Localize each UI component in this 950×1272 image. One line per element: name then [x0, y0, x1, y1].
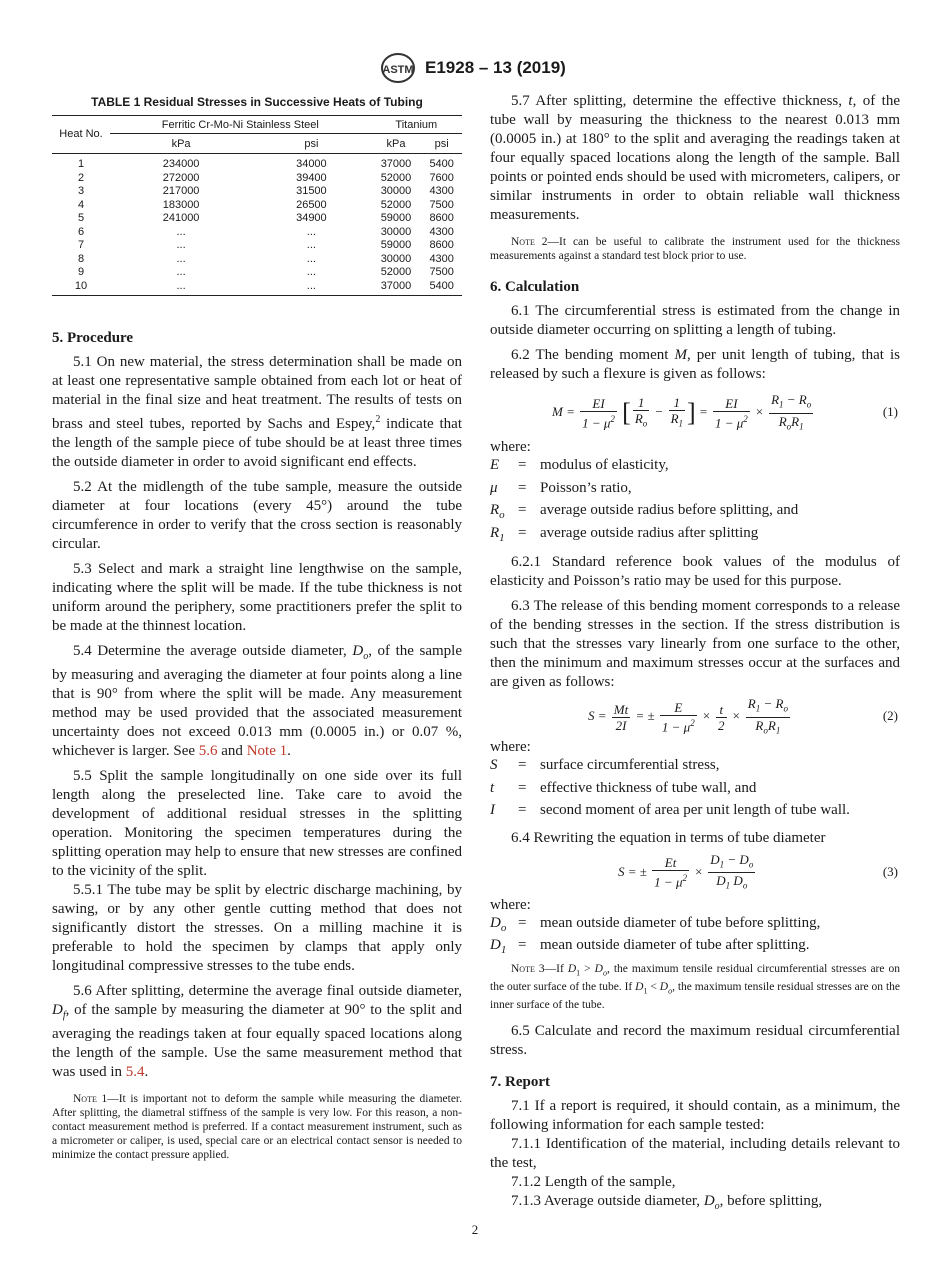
- equation-number: (3): [882, 863, 898, 879]
- table-cell: 34000: [296, 158, 327, 170]
- equals-sign: =: [518, 914, 527, 931]
- definitions-2: [490, 757, 900, 825]
- report-heading: 7. Report: [490, 1074, 550, 1091]
- definition-symbol: I: [490, 802, 495, 818]
- table-cell: 7600: [429, 171, 454, 184]
- table-cell: 59000: [380, 212, 412, 224]
- table-cell: ...: [252, 280, 370, 296]
- page-header: [0, 52, 950, 86]
- left-column: [52, 92, 462, 1162]
- table-cell: 10: [52, 280, 110, 296]
- ref-5-4-link[interactable]: 5.4: [125, 1064, 145, 1080]
- unit-header: kPa: [110, 136, 252, 154]
- table-cell: 1: [77, 158, 85, 170]
- table-cell: ...: [176, 225, 186, 238]
- definition-item: [490, 915, 900, 938]
- table-cell: 183000: [162, 198, 200, 211]
- table-cell: ...: [176, 266, 186, 278]
- svg-text:ASTM: ASTM: [382, 64, 414, 76]
- definition-text: effective thickness of tube wall, and: [540, 779, 757, 796]
- definition-item: [490, 525, 900, 548]
- calculation-heading: 6. Calculation: [490, 279, 580, 295]
- para-5-4: 5.4 Determine the average outside diameter, $D_o$, of the sample by measuring and averaging the diameter at four points along a line that is 90° from where the split will be made. Any measurement method may be used provided that the associated measurement uncertainty does not exceed 0.013 mm (0.0005 in.) or 0.07 %, whichever is larger. See 5.6 and Note 1.: [52, 643, 462, 759]
- definition-item: [490, 502, 900, 525]
- table-row: [52, 199, 462, 213]
- table-cell: 52000: [380, 171, 412, 184]
- definitions-1: [490, 457, 900, 547]
- table-title: TABLE 1 Residual Stresses in Successive Heats of Tubing: [91, 95, 423, 109]
- para-7-1: 7.1 If a report is required, it should contain, as a minimum, the following information for each sample tested:: [490, 1098, 900, 1134]
- table-cell: ...: [176, 239, 186, 251]
- definition-item: [490, 757, 900, 780]
- equals-sign: =: [518, 779, 527, 796]
- table-cell: 4300: [429, 225, 454, 238]
- table-cell: 217000: [162, 185, 200, 197]
- table-cell: ...: [306, 239, 316, 251]
- table-cell: 30000: [380, 225, 412, 238]
- definition-text: modulus of elasticity,: [540, 457, 669, 473]
- definition-item: [490, 937, 900, 960]
- equals-sign: =: [518, 524, 527, 541]
- table-cell: 30000: [380, 252, 412, 265]
- table-row: [52, 226, 462, 240]
- para-7-1-1: 7.1.1 Identification of the material, including details relevant to the test,: [490, 1136, 900, 1172]
- table-row: [52, 280, 462, 296]
- unit-header: kPa: [371, 136, 422, 154]
- table-cell: 5400: [429, 158, 454, 170]
- para-5-2: 5.2 At the midlength of the tube sample, measure the outside diameter at four locations (every 45°) around the tube circumference in order to verify that the cross section is reasonably circular.: [52, 479, 462, 552]
- table-cell: ...: [176, 252, 186, 265]
- equation-3: S = ± $\frac{Et}{1 - \mu^2}$ × $\frac{D_1 - D_o}{D_1 D_o}$ (3): [618, 851, 898, 891]
- definition-symbol: $D_1$: [490, 937, 507, 956]
- table-cell: 37000: [371, 280, 422, 296]
- definition-symbol: S: [490, 757, 498, 773]
- table-cell: 8600: [429, 239, 454, 251]
- para-6-1: 6.1 The circumferential stress is estimated from the change in outside diameter occurring on splitting a length of tubing.: [490, 303, 900, 338]
- para-5-3: 5.3 Select and mark a straight line lengthwise on the sample, indicating where the split will be made. If the tube thickness is not uniform around the periphery, some practitioners prefer the split to be made at the thinnest location.: [52, 561, 462, 634]
- table-cell: 26500: [296, 198, 327, 211]
- table-cell: 30000: [380, 185, 412, 197]
- table-cell: 8: [77, 252, 85, 265]
- para-7-1-2: 7.1.2 Length of the sample,: [511, 1174, 676, 1191]
- table-row: [52, 185, 462, 199]
- where-label: where:: [490, 439, 531, 455]
- page-number: 2: [471, 1222, 479, 1237]
- table-cell: 59000: [380, 239, 412, 251]
- definition-text: second moment of area per unit length of tube wall.: [540, 802, 850, 818]
- table-row: [52, 212, 462, 226]
- table-row: [52, 172, 462, 186]
- equals-sign: =: [518, 757, 527, 773]
- right-column: [490, 92, 900, 1216]
- table-cell: 39400: [296, 171, 327, 184]
- table-row: [52, 266, 462, 280]
- table-cell: 5: [77, 212, 85, 224]
- table-cell: 2: [77, 171, 85, 184]
- table-cell: 7500: [429, 198, 454, 211]
- document-id: E1928 – 13 (2019): [425, 58, 566, 77]
- para-7-1-3: 7.1.3 Average outside diameter, $D_o$, before splitting,: [511, 1193, 823, 1213]
- col-group-titanium: Titanium: [371, 116, 462, 136]
- para-6-2: 6.2 The bending moment M, per unit length of tubing, that is released by such a flexure is given as follows:: [490, 347, 900, 382]
- definition-item: [490, 780, 900, 803]
- table-cell: 9: [77, 266, 85, 278]
- ref-5-6-link[interactable]: 5.6: [198, 743, 218, 759]
- table-cell: 37000: [380, 158, 412, 170]
- table-cell: 52000: [380, 266, 412, 278]
- table-cell: 4: [77, 198, 85, 211]
- table-cell: 5400: [421, 280, 462, 296]
- col-heat-no: Heat No.: [52, 116, 110, 154]
- para-5-6: 5.6 After splitting, determine the average final outside diameter, $D_f$, of the sample by measuring the diameter at 90° to the split and averaging the readings taken at four equally spaced locations along the length of the sample. Use the same measurement method that was used in 5.4.: [52, 983, 462, 1080]
- where-label: where:: [490, 896, 531, 913]
- table-row: [52, 239, 462, 253]
- definition-text: mean outside diameter of tube before splitting,: [540, 914, 821, 931]
- definition-text: average outside radius before splitting, and: [540, 502, 799, 518]
- ref-note-1-link[interactable]: Note 1: [246, 743, 288, 759]
- unit-header: psi: [252, 136, 370, 154]
- table-cell: ...: [306, 252, 316, 265]
- definition-symbol: $R_o$: [490, 502, 505, 521]
- equals-sign: =: [518, 479, 527, 496]
- equation-number: (1): [882, 404, 898, 419]
- residual-stress-table: [52, 115, 462, 296]
- para-6-5: 6.5 Calculate and record the maximum residual circumferential stress.: [490, 1023, 900, 1059]
- definition-item: [490, 457, 900, 480]
- table-cell: 4300: [429, 185, 454, 197]
- table-cell: 3: [77, 185, 85, 197]
- definition-item: [490, 802, 900, 825]
- note-2: Note 2—It can be useful to calibrate the instrument used for the thickness measurements against a standard test block prior to use.: [490, 236, 901, 262]
- table-row: [52, 253, 462, 267]
- definition-item: [490, 480, 900, 503]
- equation-2: S = $\frac{Mt}{2I}$ = ± $\frac{E}{1 - \mu^2}$ × $\frac{t}{2}$ × $\frac{R_1 - R_o}{R_oR_1}$ (2): [588, 696, 898, 736]
- definition-symbol: t: [490, 779, 495, 796]
- para-6-2-1: 6.2.1 Standard reference book values of the modulus of elasticity and Poisson’s ratio may be used for this purpose.: [490, 554, 900, 589]
- table-cell: 6: [77, 225, 85, 238]
- para-5-1: 5.1 On new material, the stress determination shall be made on at least one representative sample obtained from each lot or heat of material in the final size and heat treatment. The results of tests on brass and steel tubes, reported by Sachs and Espey,$^2$ indicate that the length of the sample piece of tube should be at least three times the outside diameter in order to avoid significant end effects.: [52, 354, 462, 470]
- equals-sign: =: [518, 502, 527, 518]
- unit-header: psi: [421, 136, 462, 154]
- table-cell: 7500: [429, 266, 454, 278]
- para-6-4: 6.4 Rewriting the equation in terms of tube diameter: [511, 829, 826, 846]
- definition-symbol: μ: [490, 479, 498, 496]
- where-label: where:: [490, 739, 531, 755]
- equation-1: M = $\frac{EI}{1 - \mu^2}$ [ $\frac{1}{R_o}$ − $\frac{1}{R_1}$ ] = $\frac{EI}{1 - \mu^2}$ × $\frac{R_1 - R_o}{R_oR_1}$ (1): [552, 392, 898, 432]
- definitions-3: [490, 915, 900, 960]
- definition-symbol: E: [490, 457, 500, 473]
- definition-symbol: $D_o$: [490, 914, 507, 934]
- equation-number: (2): [882, 708, 898, 723]
- equals-sign: =: [518, 457, 527, 473]
- note-1: Note 1—It is important not to deform the sample while measuring the diameter. After splitting, the diametral stiffness of the sample is very low. For this reason, a non-contact measurement method is preferred. If a contact measurement instrument, such as a micrometer or caliper, is used, special care or an electrical contact sensor is needed to minimize the contact pressure applied.: [52, 1093, 462, 1161]
- table-cell: 234000: [162, 158, 200, 170]
- table-cell: 4300: [429, 252, 454, 265]
- table-cell: 272000: [162, 171, 200, 184]
- astm-logo-icon: [380, 52, 416, 84]
- definition-text: Poisson’s ratio,: [540, 479, 632, 496]
- para-5-5: 5.5 Split the sample longitudinally on one side over its full length along the preselected line. Take care to avoid the development of additional residual stresses in the splitting operation. Monitoring the specimen temperatures during the splitting operation may help to ensure that new stresses are confined to the vicinity of the split.: [52, 768, 462, 879]
- equals-sign: =: [518, 802, 527, 818]
- equals-sign: =: [518, 937, 527, 953]
- table-cell: 7: [77, 239, 85, 251]
- table-cell: ...: [110, 280, 252, 296]
- table-cell: 52000: [380, 198, 412, 211]
- para-6-3: 6.3 The release of this bending moment corresponds to a release of the bending stresses in the section. If the stress distribution is such that the stresses vary linearly from one surface to the other, then the minimum and maximum stresses occur at the surfaces and are given as follows:: [490, 598, 900, 690]
- table-cell: ...: [306, 225, 316, 238]
- table-cell: 34900: [296, 212, 327, 224]
- definition-symbol: $R_1$: [490, 524, 505, 544]
- definition-text: surface circumferential stress,: [540, 757, 720, 773]
- definition-text: average outside radius after splitting: [540, 524, 759, 541]
- col-group-steel: Ferritic Cr-Mo-Ni Stainless Steel: [110, 116, 371, 136]
- table-row: [52, 154, 462, 172]
- para-5-5-1: 5.5.1 The tube may be split by electric discharge machining, by sawing, or by any other gentle cutting method that does not significantly distort the stresses. On a milling machine it is preferable to hold the specimen by clamps that apply only longitudinal compressive stresses to the tube ends.: [52, 882, 462, 974]
- table-cell: ...: [306, 266, 316, 278]
- table-cell: 8600: [429, 212, 454, 224]
- procedure-heading: 5. Procedure: [52, 330, 134, 346]
- note-3: Note 3—If $D_1 > D_o$, the maximum tensile residual circumferential stresses are on the outer surface of the tube. If $D_1 < D_o$, the maximum tensile residual stresses are on the inner surface of the tube.: [490, 962, 900, 1012]
- para-5-7: 5.7 After splitting, determine the effective thickness, t, of the tube wall by measuring the thickness to the nearest 0.013 mm (0.0005 in.) at 180° to the split and averaging the readings taken at four equally spaced locations along the length of the sample. Ball points or pointed ends should be used with micrometers, calipers, or similar instruments in order to obtain reliable wall thickness measurements.: [490, 93, 900, 223]
- table-cell: 31500: [296, 185, 327, 197]
- definition-text: mean outside diameter of tube after splitting.: [540, 937, 810, 953]
- table-cell: 241000: [162, 212, 200, 224]
